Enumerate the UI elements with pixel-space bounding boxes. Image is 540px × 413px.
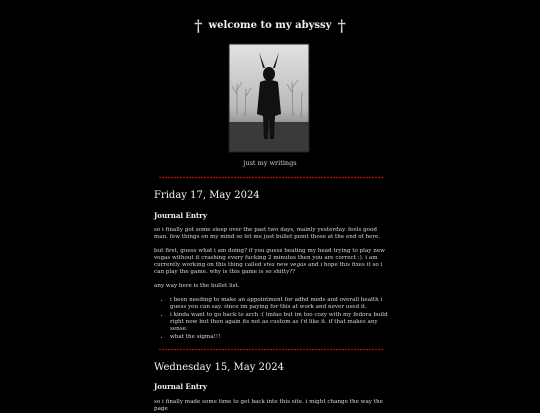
entry-title: Journal Entry (154, 211, 207, 220)
entry-title: Journal Entry (154, 382, 207, 391)
site-title: welcome to my abyssy (208, 20, 332, 31)
dagger-icon: † (337, 16, 346, 35)
site-header (0, 16, 540, 35)
image-caption: just my writings (243, 159, 297, 167)
entry-date: Wednesday 15, May 2024 (154, 362, 285, 373)
list-item: • i been needing to make an appointment for adhd meds and overall health i guess you can say. since im paying for this at work and never used it. (170, 297, 392, 311)
entry-paragraph: any way here is the bullet list. (154, 283, 240, 289)
red-divider (159, 348, 383, 351)
list-item: • i kinda want to go back to arch :( lmfao but im too cozy with my fedora build right now but then again its not as custom as i'd like it. if that makes any sense. (170, 312, 392, 333)
entry-text: but first, guess what i am doing? if you guess beating my head trying to play new vegas without it crashing every fucking 2 minutes then you are correct :). i am currently working on this thing called (154, 248, 385, 268)
journal-entry (154, 362, 392, 413)
site-title-row (194, 18, 346, 34)
journal-entry (154, 190, 392, 342)
entry-text: and i hope this fixes it so i can play the game. why is this game is so shitty?? (154, 262, 383, 275)
entry-date: Friday 17, May 2024 (154, 190, 260, 201)
bullet-list (154, 297, 392, 341)
horned-figure-image (229, 44, 309, 152)
list-item: • what the sigma!!! (170, 334, 392, 341)
red-divider (159, 176, 383, 179)
dagger-icon: † (194, 16, 203, 35)
entry-paragraph: so i finally made some time to get back into this site. i might change the way the page (154, 399, 383, 412)
emphasis-text: viva new vegas (263, 262, 307, 268)
entry-paragraph: so i finally got some sleep over the past two days, mainly yesterday. feels good man. few things on my mind so let me just bullet point those at the end of here. (154, 227, 381, 240)
entry-paragraph (154, 248, 392, 276)
